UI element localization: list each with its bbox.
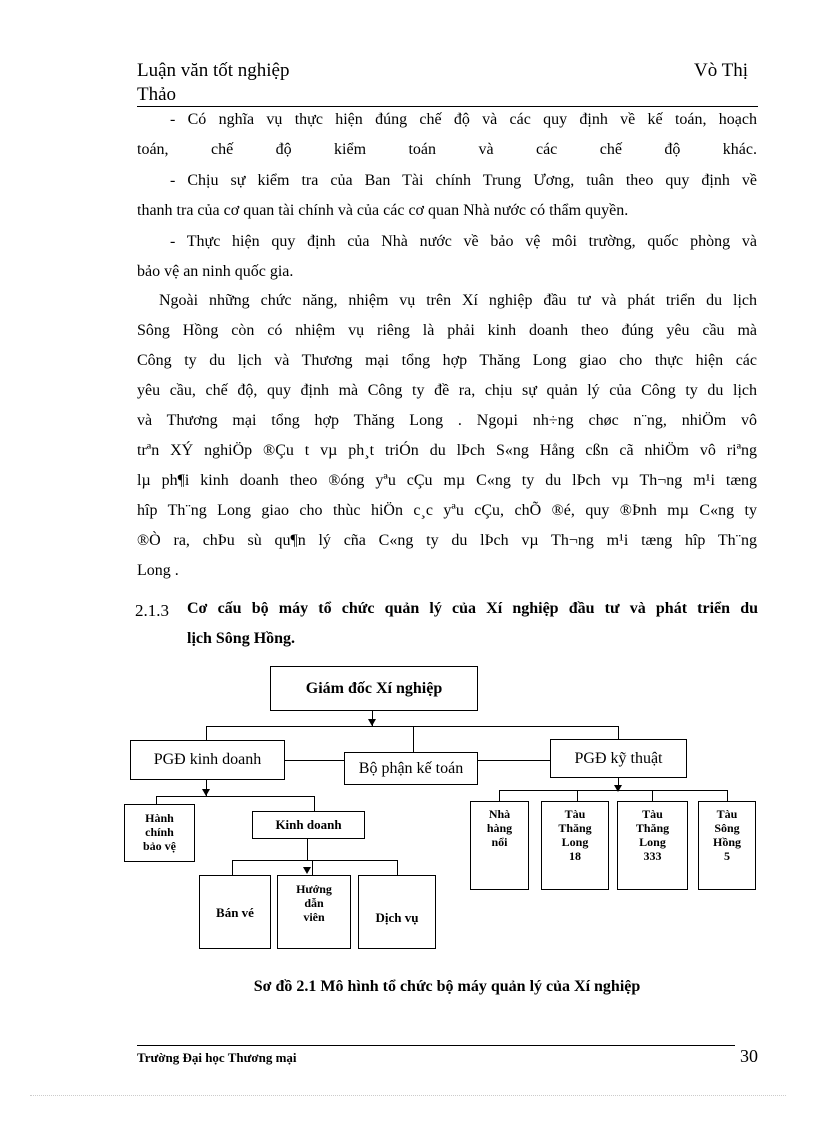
box-services: Dịch vụ <box>358 875 436 949</box>
diagram-caption: Sơ đồ 2.1 Mô hình tổ chức bộ máy quản lý của Xí nghiệp <box>253 978 641 995</box>
paragraph-line: hîp Th¨ng Long giao cho thùc hiÖn c¸c yªu cÇu, chÕ ®é, quy ®Þnh mµ C«ng ty <box>137 502 757 519</box>
paragraph-line: toán, chế độ kiểm toán và các chế độ khác. <box>137 141 757 158</box>
footer-rule <box>137 1045 735 1046</box>
header-author: Vò Thị <box>694 60 749 81</box>
paragraph-line: Sông Hồng còn có nhiệm vụ riêng là phải kinh doanh theo đúng yêu cầu mà <box>137 322 757 339</box>
box-ship-song-hong-5: Tàu Sông Hồng 5 <box>698 801 756 890</box>
header-author-wrap: Thảo <box>137 84 177 105</box>
header-title: Luận văn tốt nghiệp <box>137 60 290 81</box>
page-break-line <box>30 1095 786 1096</box>
paragraph-line: lµ ph¶i kinh doanh theo ®óng yªu cÇu mµ C«ng ty du lÞch vµ Th¬ng m¹i tæng <box>137 472 757 489</box>
paragraph-line: yêu cầu, chế độ, quy định mà Công ty đề ra, chịu sự quản lý của Công ty du lịch <box>137 382 757 399</box>
paragraph-line: thanh tra của cơ quan tài chính và của các cơ quan Nhà nước có thẩm quyền. <box>137 202 629 219</box>
page-number: 30 <box>740 1046 758 1066</box>
section-title-cont: lịch Sông Hồng. <box>187 630 296 647</box>
paragraph-line: Công ty du lịch và Thương mại tổng hợp Thăng Long giao cho thực hiện các <box>137 352 757 369</box>
box-ship-thang-long-18: Tàu Thăng Long 18 <box>541 801 609 890</box>
section-number: 2.1.3 <box>135 601 169 620</box>
box-accounting: Bộ phận kế toán <box>344 752 478 785</box>
paragraph-line: bảo vệ an ninh quốc gia. <box>137 263 294 280</box>
paragraph-line: và Thương mại tổng hợp Thăng Long . Ngoµi nh÷ng chøc n¨ng, nhiÖm vô <box>137 412 757 429</box>
paragraph-line: - Có nghĩa vụ thực hiện đúng chế độ và các quy định về kế toán, hoạch <box>170 111 757 128</box>
paragraph-line: trªn XÝ nghiÖp ®Çu t vµ ph¸t triÓn du lÞch S«ng Hång cßn cã nhiÖm vô riªng <box>137 442 757 459</box>
box-pgd-technical: PGĐ kỹ thuật <box>550 739 687 778</box>
box-floating-restaurant: Nhà hàng nổi <box>470 801 529 890</box>
footer-school: Trường Đại học Thương mại <box>137 1050 297 1065</box>
paragraph-line: - Thực hiện quy định của Nhà nước về bảo vệ môi trường, quốc phòng và <box>170 233 757 250</box>
box-tickets: Bán vé <box>199 875 271 949</box>
paragraph-line: - Chịu sự kiểm tra của Ban Tài chính Trung Ương, tuân theo quy định về <box>170 172 757 189</box>
paragraph-line: Ngoài những chức năng, nhiệm vụ trên Xí nghiệp đầu tư và phát triển du lịch <box>159 292 757 309</box>
section-title: Cơ cấu bộ máy tổ chức quản lý của Xí nghiệp đầu tư và phát triển du <box>187 600 758 617</box>
box-pgd-business: PGĐ kinh doanh <box>130 740 285 780</box>
box-admin: Hành chính bảo vệ <box>124 804 195 862</box>
box-director: Giám đốc Xí nghiệp <box>270 666 478 711</box>
box-ship-thang-long-333: Tàu Thăng Long 333 <box>617 801 688 890</box>
paragraph-line: Long . <box>137 562 179 579</box>
box-business: Kinh doanh <box>252 811 365 839</box>
paragraph-line: ®Ò ra, chÞu sù qu¶n lý cña C«ng ty du lÞch vµ Th¬ng m¹i tæng hîp Th¨ng <box>137 532 757 549</box>
box-guide: Hướng dẫn viên <box>277 875 351 949</box>
